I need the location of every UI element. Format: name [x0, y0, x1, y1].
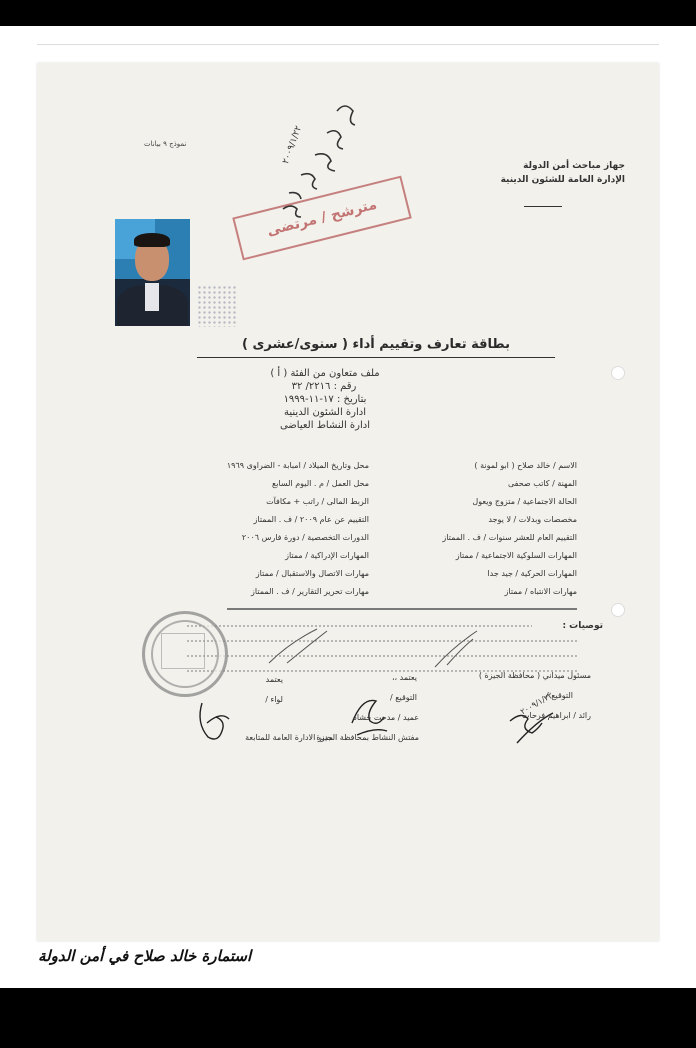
field-communication-skills: مهارات الاتصال والاستقبال / ممتاز [255, 569, 369, 578]
document-page [37, 63, 659, 941]
punch-hole [611, 366, 625, 380]
sig-middle-role: مفتش النشاط بمحافظة الجيزة [316, 733, 419, 742]
file-category: ملف متعاون من الفئة ( أ ) [270, 368, 380, 379]
form-number: نموذج ٩ بيانات [144, 140, 187, 148]
dotted-pattern [197, 285, 237, 327]
field-cognitive-skills: المهارات الإدراكية / ممتاز [285, 551, 369, 560]
department-2: ادارة النشاط العياضى [279, 420, 371, 431]
sig-left-role: مدير الادارة العامة للمتابعة [245, 733, 333, 742]
image-caption: استمارة خالد صلاح في أمن الدولة [38, 947, 252, 965]
seal-emblem [161, 633, 205, 669]
header-line-1: جهاز مباحث أمن الدولة [523, 161, 625, 171]
handwritten-date-top: ٢٠٠٩/١/٢٢ [281, 124, 305, 166]
field-allowances: مخصصات وبدلات / لا يوجد [488, 515, 577, 524]
field-marital-status: الحالة الاجتماعية / متزوج ويعول [472, 497, 577, 506]
header-rule [524, 206, 562, 207]
field-courses: الدورات التخصصية / دورة فارس ٢٠٠٦ [241, 533, 369, 542]
sig-right-sign: التوقيع / [546, 691, 573, 700]
department-1: ادارة الشئون الدينية [284, 407, 366, 418]
field-attention-skills: مهارات الانتباه / ممتاز [504, 587, 577, 596]
sig-right-name: رائد / ابراهيم فرحات [521, 711, 591, 720]
header-line-2: الإدارة العامة للشئون الدينية [500, 175, 625, 185]
field-name: الاسم / خالد صلاح ( ابو لمونة ) [474, 461, 577, 470]
issuing-authority [501, 159, 625, 187]
sig-right-role: مسئول ميداني ( محافظة الجيزة ) [478, 671, 591, 680]
title-underline [197, 357, 555, 358]
sig-middle-approve: يعتمد ،، [391, 673, 417, 682]
field-salary: الربط المالى / راتب + مكافآت [266, 497, 369, 506]
red-stamp: مترشح / مرتضى [232, 176, 411, 261]
sig-middle-name: عميد / مدحت حشاد [353, 713, 419, 722]
field-birth: محل وتاريخ الميلاد / امبابة - الضراوى ١٩٦٩ [226, 461, 369, 470]
handwritten-date-bottom: ٢٠٠٩/١/٢٢ [518, 690, 555, 717]
screen [0, 26, 696, 988]
punch-hole [611, 603, 625, 617]
sig-left-approve: يعتمد [265, 675, 283, 684]
field-annual-evaluation: التقييم عن عام ٢٠٠٩ / ف . الممتاز [253, 515, 369, 524]
file-date: بتاريخ : ١٧-١١-١٩٩٩ [283, 394, 367, 405]
file-number: رقم : ٢٢١٦/ ٣٢ [291, 381, 357, 392]
field-social-skills: المهارات السلوكية الاجتماعية / ممتاز [455, 551, 577, 560]
recommendations-label: توصيات : [562, 621, 603, 631]
field-motor-skills: المهارات الحركية / جيد جدا [487, 569, 577, 578]
field-report-skills: مهارات تحرير التقارير / ف . الممتاز [251, 587, 369, 596]
profile-photo [115, 219, 190, 326]
sig-middle-sign: التوقيع / [390, 693, 417, 702]
document-title: بطاقة تعارف وتقييم أداء ( سنوى/عشرى ) [242, 337, 510, 352]
field-general-evaluation: التقييم العام للعشر سنوات / ف . الممتاز [442, 533, 577, 542]
field-workplace: محل العمل / م . اليوم السابع [271, 479, 369, 488]
field-profession: المهنة / كاتب صحفى [508, 479, 577, 488]
sig-left-name: لواء / [265, 695, 283, 704]
divider [37, 44, 659, 45]
